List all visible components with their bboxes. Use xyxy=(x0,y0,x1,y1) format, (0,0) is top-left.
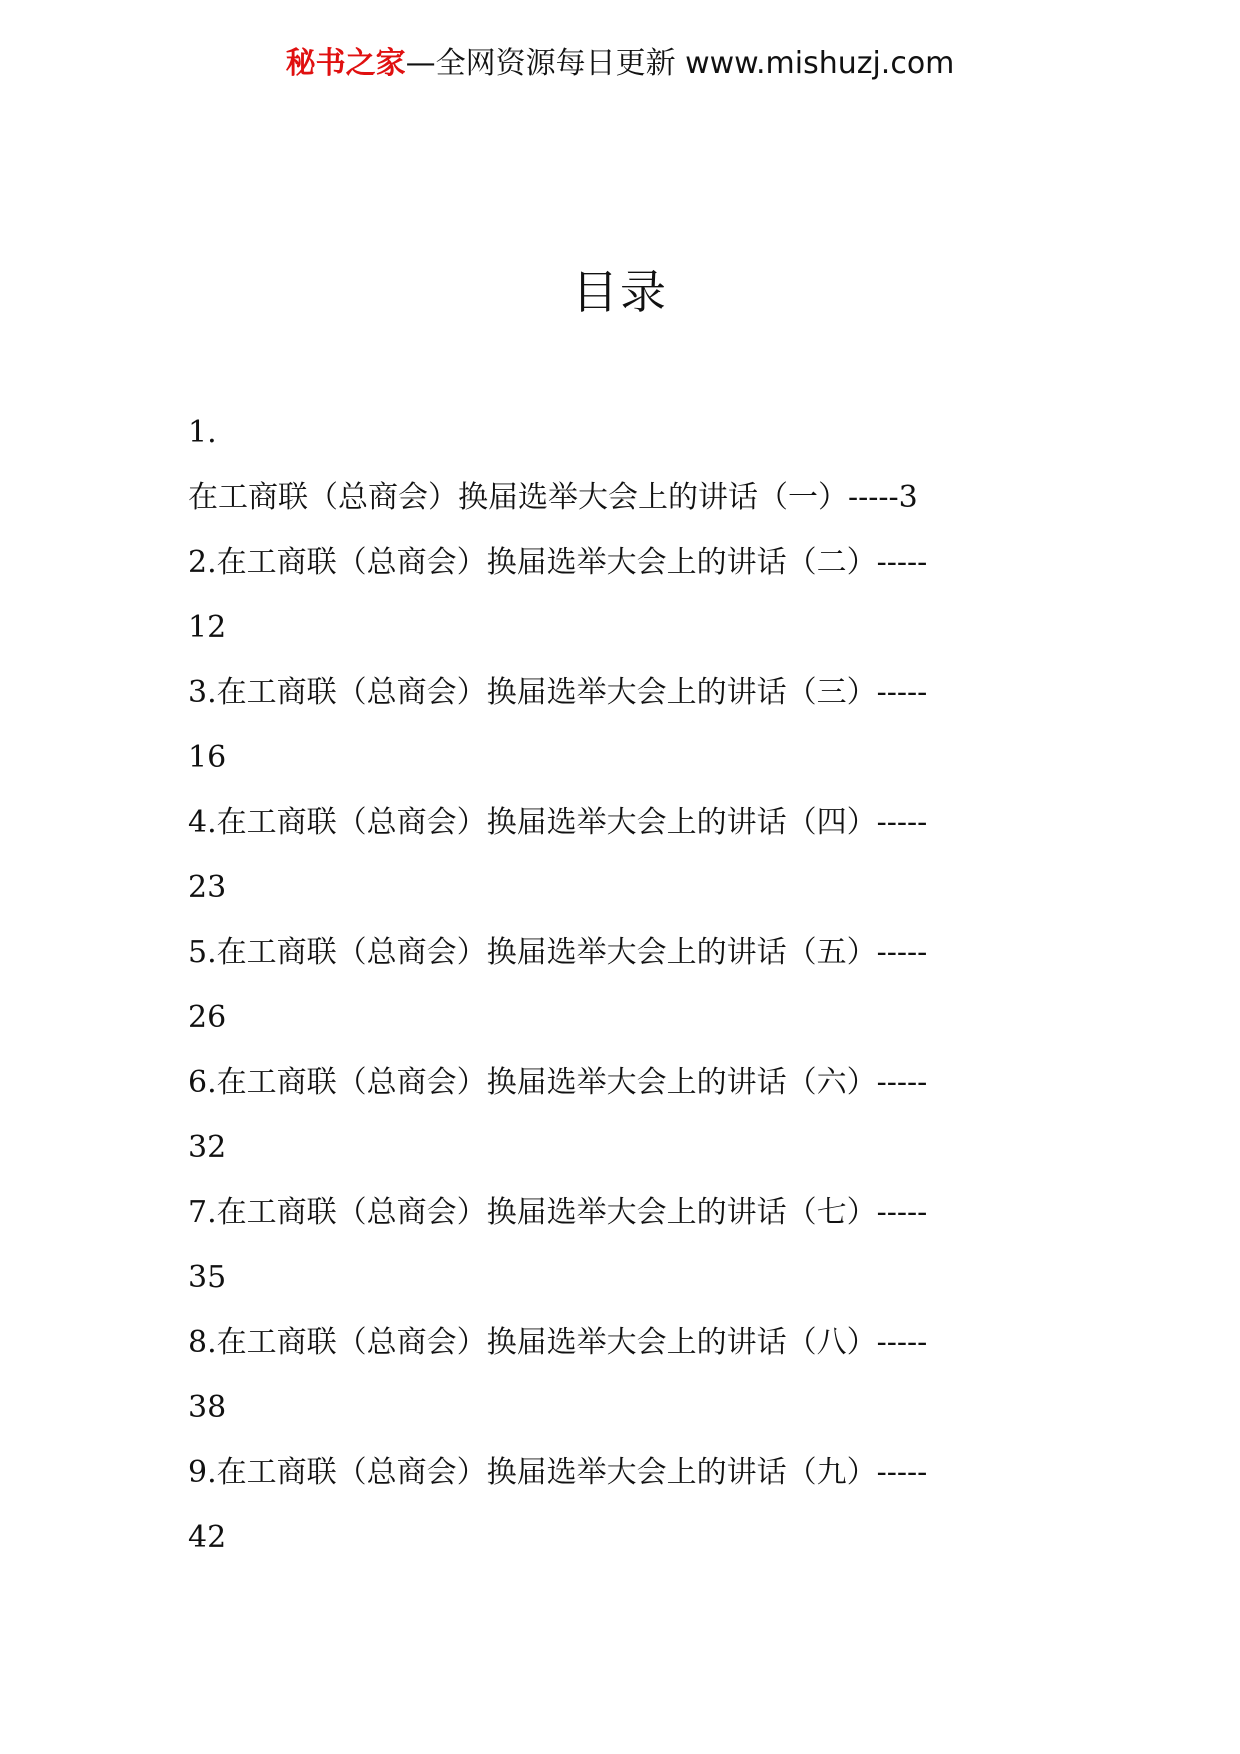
header-tagline: —全网资源每日更新 www.mishuzj.com xyxy=(405,46,955,81)
toc-entry-text: 在工商联（总商会）换届选举大会上的讲话（一）-----3 xyxy=(188,480,918,515)
toc-entry-page: 23 xyxy=(188,870,227,905)
toc-entry-page: 32 xyxy=(188,1130,227,1165)
toc-entry-page: 38 xyxy=(188,1390,227,1425)
toc-entry-1[interactable] xyxy=(188,400,1068,530)
toc-entry-page: 42 xyxy=(188,1520,227,1555)
toc-entry-text: 7.在工商联（总商会）换届选举大会上的讲话（七）----- xyxy=(188,1195,928,1230)
toc-entry-text: 2.在工商联（总商会）换届选举大会上的讲话（二）----- xyxy=(188,545,928,580)
toc-entry-9[interactable] xyxy=(188,1440,1068,1570)
toc-entry-2[interactable] xyxy=(188,530,1068,660)
toc-entry-text: 3.在工商联（总商会）换届选举大会上的讲话（三）----- xyxy=(188,675,928,710)
toc-entry-text: 4.在工商联（总商会）换届选举大会上的讲话（四）----- xyxy=(188,805,928,840)
toc-entry-page: 26 xyxy=(188,1000,227,1035)
toc-entry-6[interactable] xyxy=(188,1050,1068,1180)
page-header xyxy=(0,44,1240,84)
table-of-contents xyxy=(188,400,1068,1570)
toc-entry-text: 5.在工商联（总商会）换届选举大会上的讲话（五）----- xyxy=(188,935,928,970)
page-title: 目录 xyxy=(572,265,668,319)
toc-entry-3[interactable] xyxy=(188,660,1068,790)
toc-entry-page: 12 xyxy=(188,610,227,645)
toc-entry-text: 1. xyxy=(188,415,217,450)
toc-entry-8[interactable] xyxy=(188,1310,1068,1440)
brand-name: 秘书之家 xyxy=(285,46,406,81)
toc-entry-text: 8.在工商联（总商会）换届选举大会上的讲话（八）----- xyxy=(188,1325,928,1360)
toc-entry-text: 6.在工商联（总商会）换届选举大会上的讲话（六）----- xyxy=(188,1065,928,1100)
toc-entry-7[interactable] xyxy=(188,1180,1068,1310)
toc-entry-4[interactable] xyxy=(188,790,1068,920)
toc-entry-page: 35 xyxy=(188,1260,227,1295)
toc-entry-page: 16 xyxy=(188,740,227,775)
toc-entry-text: 9.在工商联（总商会）换届选举大会上的讲话（九）----- xyxy=(188,1455,928,1490)
toc-entry-5[interactable] xyxy=(188,920,1068,1050)
